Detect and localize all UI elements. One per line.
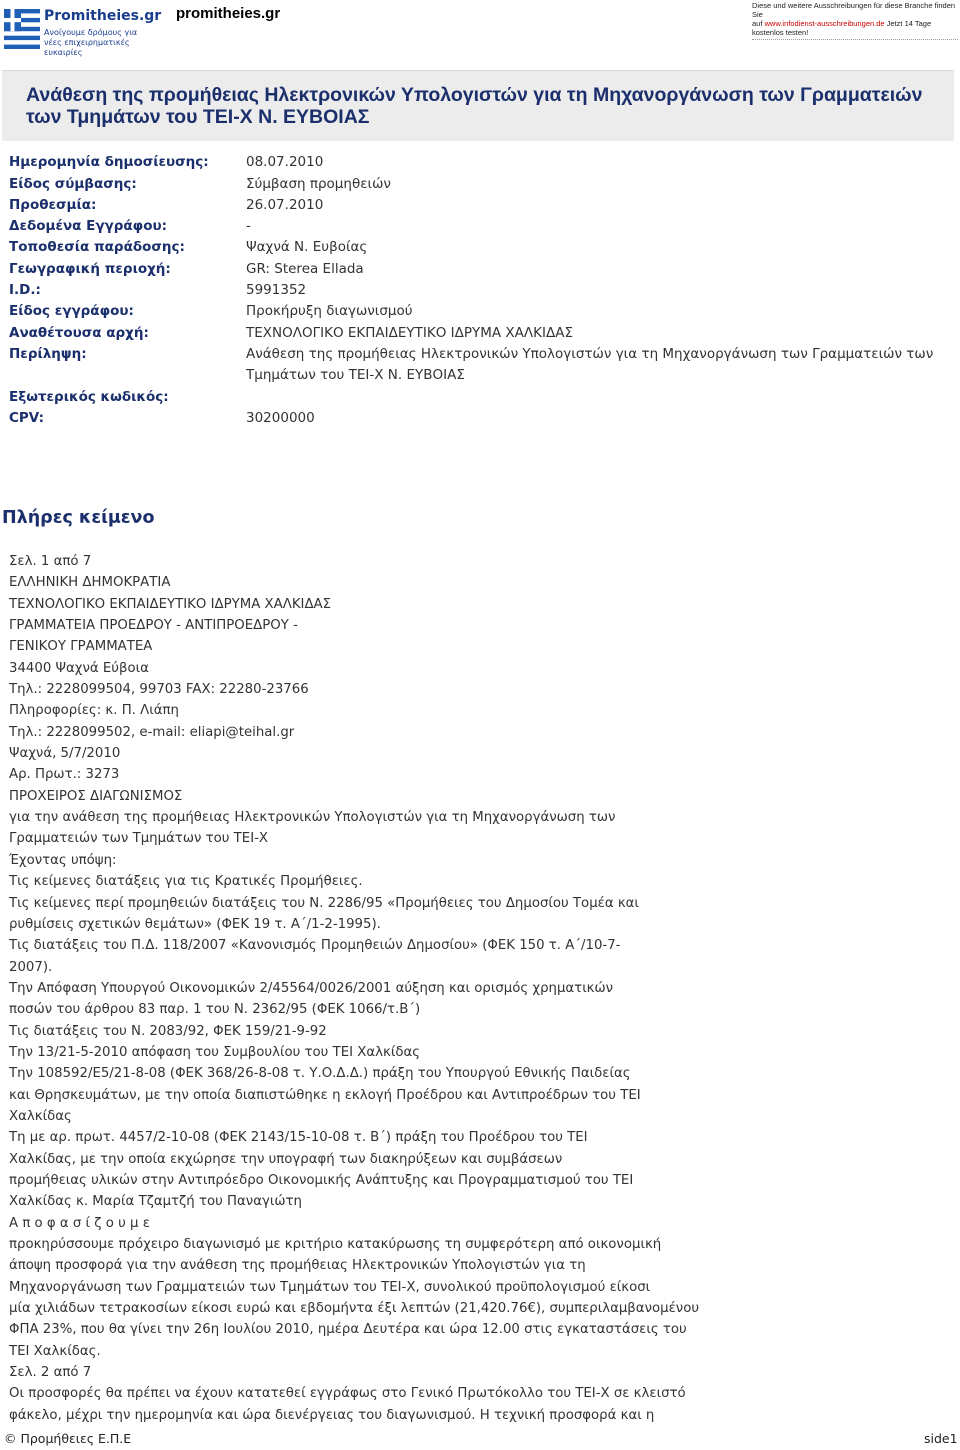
logo-tagline: Ανοίγουμε δρόμους για νέες επιχειρηματικές ευκαιρίες bbox=[44, 28, 138, 57]
body-line: μία χιλιάδων τετρακοσίων είκοσι ευρώ και εβδομήντα έξι λεπτών (21,420.76€), συμπεριλαμβανομένου bbox=[9, 1301, 700, 1317]
detail-label: Δεδομένα Εγγράφου: bbox=[9, 218, 168, 234]
body-line: Μηχανοργάνωση των Γραμματειών των Τμημάτων του ΤΕΙ-Χ, συνολικού προϋπολογισμού είκοσι bbox=[9, 1279, 651, 1295]
body-line: Την 13/21-5-2010 απόφαση του Συμβουλίου του ΤΕΙ Χαλκίδας bbox=[9, 1044, 421, 1060]
body-line: φάκελο, μέχρι την ημερομηνία και ώρα διενέργειας του διαγωνισμού. Η τεχνική προσφορά και η bbox=[9, 1407, 655, 1423]
body-line: Χαλκίδας κ. Μαρία Τζαμτζή του Παναγιώτη bbox=[9, 1194, 302, 1210]
body-line: Σελ. 2 από 7 bbox=[9, 1365, 92, 1381]
detail-label: I.D.: bbox=[9, 282, 41, 298]
detail-label: Αναθέτουσα αρχή: bbox=[9, 325, 149, 341]
detail-value: 08.07.2010 bbox=[246, 154, 324, 170]
detail-value: 5991352 bbox=[246, 282, 307, 298]
page-title: Ανάθεση της προμήθειας Ηλεκτρονικών Υπολογιστών για τη Μηχανοργάνωση των Γραμματειών των Τμημάτων του ΤΕΙ-Χ Ν. ΕΥΒΟΙΑΣ bbox=[26, 84, 923, 128]
body-line: Σελ. 1 από 7 bbox=[9, 554, 92, 569]
body-line: και Θρησκευμάτων, με την οποία διαπιστώθηκε η εκλογή Προέδρου και Αντιπροέδρων του ΤΕΙ bbox=[9, 1087, 641, 1103]
body-line: Χαλκίδας bbox=[9, 1108, 72, 1124]
detail-label: CPV: bbox=[9, 410, 45, 426]
greek-flag-icon bbox=[4, 9, 40, 49]
ad-line-1: Diese und weitere Ausschreibungen für diese Branche finden Sie bbox=[752, 1, 956, 19]
body-line: Τις κείμενες περί προμηθειών διατάξεις του Ν. 2286/95 «Προμήθειες του Δημοσίου Τομέα και bbox=[9, 895, 639, 911]
site-name-link[interactable]: promitheies.gr bbox=[176, 5, 281, 22]
detail-label: Τοποθεσία παράδοσης: bbox=[9, 239, 185, 255]
body-line: 34400 Ψαχνά Εύβοια bbox=[9, 660, 149, 676]
detail-label: Προθεσμία: bbox=[9, 197, 97, 213]
detail-value: 30200000 bbox=[246, 410, 315, 426]
body-line: προμήθειας υλικών στην Αντιπρόεδρο Οικονομικής Ανάπτυξης και Προγραμματισμού του ΤΕΙ bbox=[9, 1172, 634, 1188]
detail-label: Ημερομηνία δημοσίευσης: bbox=[9, 154, 209, 170]
body-line: ΤΕΧΝΟΛΟΓΙΚΟ ΕΚΠΑΙΔΕΥΤΙΚΟ ΙΔΡΥΜΑ ΧΑΛΚΙΔΑΣ bbox=[9, 596, 332, 612]
body-line: Τις διατάξεις του Ν. 2083/92, ΦΕΚ 159/21-9-92 bbox=[9, 1023, 327, 1039]
body-line: Τις διατάξεις του Π.Δ. 118/2007 «Κανονισμός Προμηθειών Δημοσίου» (ΦΕΚ 150 τ. Α΄/10-7- bbox=[9, 938, 621, 954]
body-line: Τις κείμενες διατάξεις για τις Κρατικές Προμήθειες. bbox=[9, 874, 363, 890]
body-line: 2007). bbox=[9, 959, 53, 975]
body-line: Γραμματειών των Τμημάτων του ΤΕΙ-Χ bbox=[9, 831, 269, 847]
body-line: ΓΕΝΙΚΟΥ ΓΡΑΜΜΑΤΕΑ bbox=[9, 639, 153, 655]
detail-value: GR: Sterea Ellada bbox=[246, 261, 364, 277]
detail-value-summary: Ανάθεση της προμήθειας Ηλεκτρονικών Υπολογιστών για τη Μηχανοργάνωση των Γραμματειών των Τμημάτων του ΤΕΙ-Χ Ν. ΕΥΒΟΙΑΣ bbox=[246, 346, 934, 383]
body-line: Πληροφορίες: κ. Π. Λιάπη bbox=[9, 703, 179, 719]
fulltext-body bbox=[9, 551, 949, 1426]
ad-divider bbox=[752, 39, 958, 40]
ad-line-2-prefix: auf bbox=[752, 19, 765, 28]
footer-copyright: © Προμήθειες Ε.Π.Ε bbox=[4, 1431, 132, 1446]
footer-page-label: side1 bbox=[924, 1431, 958, 1446]
body-line: Α π ο φ α σ ί ζ ο υ μ ε bbox=[9, 1215, 150, 1231]
body-line: ΓΡΑΜΜΑΤΕΙΑ ΠΡΟΕΔΡΟΥ - ΑΝΤΙΠΡΟΕΔΡΟΥ - bbox=[9, 618, 298, 634]
logo-name: Promitheies.gr bbox=[44, 8, 162, 24]
body-line: ΤΕΙ Χαλκίδας. bbox=[9, 1343, 101, 1359]
body-line: προκηρύσσουμε πρόχειρο διαγωνισμό με κριτήριο κατακύρωσης τη συμφερότερη από οικονομική bbox=[9, 1237, 662, 1252]
body-line: ΕΛΛΗΝΙΚΗ ΔΗΜΟΚΡΑΤΙΑ bbox=[9, 575, 171, 591]
detail-value: Ψαχνά Ν. Ευβοίας bbox=[246, 239, 368, 255]
body-line: Αρ. Πρωτ.: 3273 bbox=[9, 767, 120, 783]
body-line: Ψαχνά, 5/7/2010 bbox=[9, 746, 121, 762]
body-line: ρυθμίσεις σχετικών θεμάτων» (ΦΕΚ 19 τ. Α΄/1-2-1995). bbox=[9, 916, 381, 932]
fulltext-heading: Πλήρες κείμενο bbox=[2, 508, 155, 528]
body-line: Τη με αρ. πρωτ. 4457/2-10-08 (ΦΕΚ 2143/15-10-08 τ. Β΄) πράξη του Προέδρου του ΤΕΙ bbox=[9, 1130, 588, 1146]
body-line: για την ανάθεση της προμήθειας Ηλεκτρονικών Υπολογιστών για τη Μηχανοργάνωση των bbox=[9, 810, 616, 826]
detail-value: Προκήρυξη διαγωνισμού bbox=[246, 303, 413, 319]
ad-line-2-suffix: Jetzt 14 Tage bbox=[884, 19, 932, 28]
body-line: Τηλ.: 2228099502, e-mail: eliapi@teihal.gr bbox=[9, 724, 295, 740]
body-line: ποσών του άρθρου 83 παρ. 1 του Ν. 2362/95 (ΦΕΚ 1066/τ.Β΄) bbox=[9, 1002, 421, 1018]
detail-value: - bbox=[246, 218, 251, 234]
detail-label: Γεωγραφική περιοχή: bbox=[9, 261, 171, 277]
body-line: Τηλ.: 2228099504, 99703 FAX: 22280-23766 bbox=[9, 682, 309, 698]
body-line: ΦΠΑ 23%, που θα γίνει την 26η Ιουλίου 2010, ημέρα Δευτέρα και ώρα 12.00 στις εγκαταστάσεις του bbox=[9, 1322, 687, 1338]
detail-value: ΤΕΧΝΟΛΟΓΙΚΟ ΕΚΠΑΙΔΕΥΤΙΚΟ ΙΔΡΥΜΑ ΧΑΛΚΙΔΑΣ bbox=[246, 325, 573, 341]
detail-label: Είδος σύμβασης: bbox=[9, 176, 137, 192]
detail-value: Σύμβαση προμηθειών bbox=[246, 176, 391, 192]
ad-line-3: kostenlos testen! bbox=[752, 28, 809, 37]
body-line: Οι προσφορές θα πρέπει να έχουν κατατεθεί εγγράφως στο Γενικό Πρωτόκολλο του ΤΕΙ-Χ σε κλειστό bbox=[9, 1386, 686, 1402]
title-box bbox=[2, 70, 954, 141]
body-line: Έχοντας υπόψη: bbox=[9, 852, 117, 868]
body-line: Την 108592/Ε5/21-8-08 (ΦΕΚ 368/26-8-08 τ. Υ.Ο.Δ.Δ.) πράξη του Υπουργού Εθνικής Παιδείας bbox=[9, 1066, 631, 1082]
detail-label: Είδος εγγράφου: bbox=[9, 303, 134, 319]
site-logo[interactable] bbox=[4, 6, 162, 57]
body-line: Την Απόφαση Υπουργού Οικονομικών 2/45564/0026/2001 αύξηση και ορισμός χρηματικών bbox=[9, 980, 614, 996]
detail-label: Περίληψη: bbox=[9, 346, 87, 362]
ad-banner[interactable] bbox=[752, 1, 958, 37]
body-line: άποψη προσφορά για την ανάθεση της προμήθειας Ηλεκτρονικών Υπολογιστών για τη bbox=[9, 1258, 586, 1274]
ad-link[interactable]: www.infodienst-ausschreibungen.de bbox=[764, 19, 885, 28]
body-line: Χαλκίδας, με την οποία εκχώρησε την υπογραφή των διακηρύξεων και συμβάσεων bbox=[9, 1151, 563, 1167]
detail-value: 26.07.2010 bbox=[246, 197, 324, 213]
detail-label: Εξωτερικός κωδικός: bbox=[9, 389, 169, 405]
body-line: ΠΡΟΧΕΙΡΟΣ ΔΙΑΓΩΝΙΣΜΟΣ bbox=[9, 788, 183, 804]
